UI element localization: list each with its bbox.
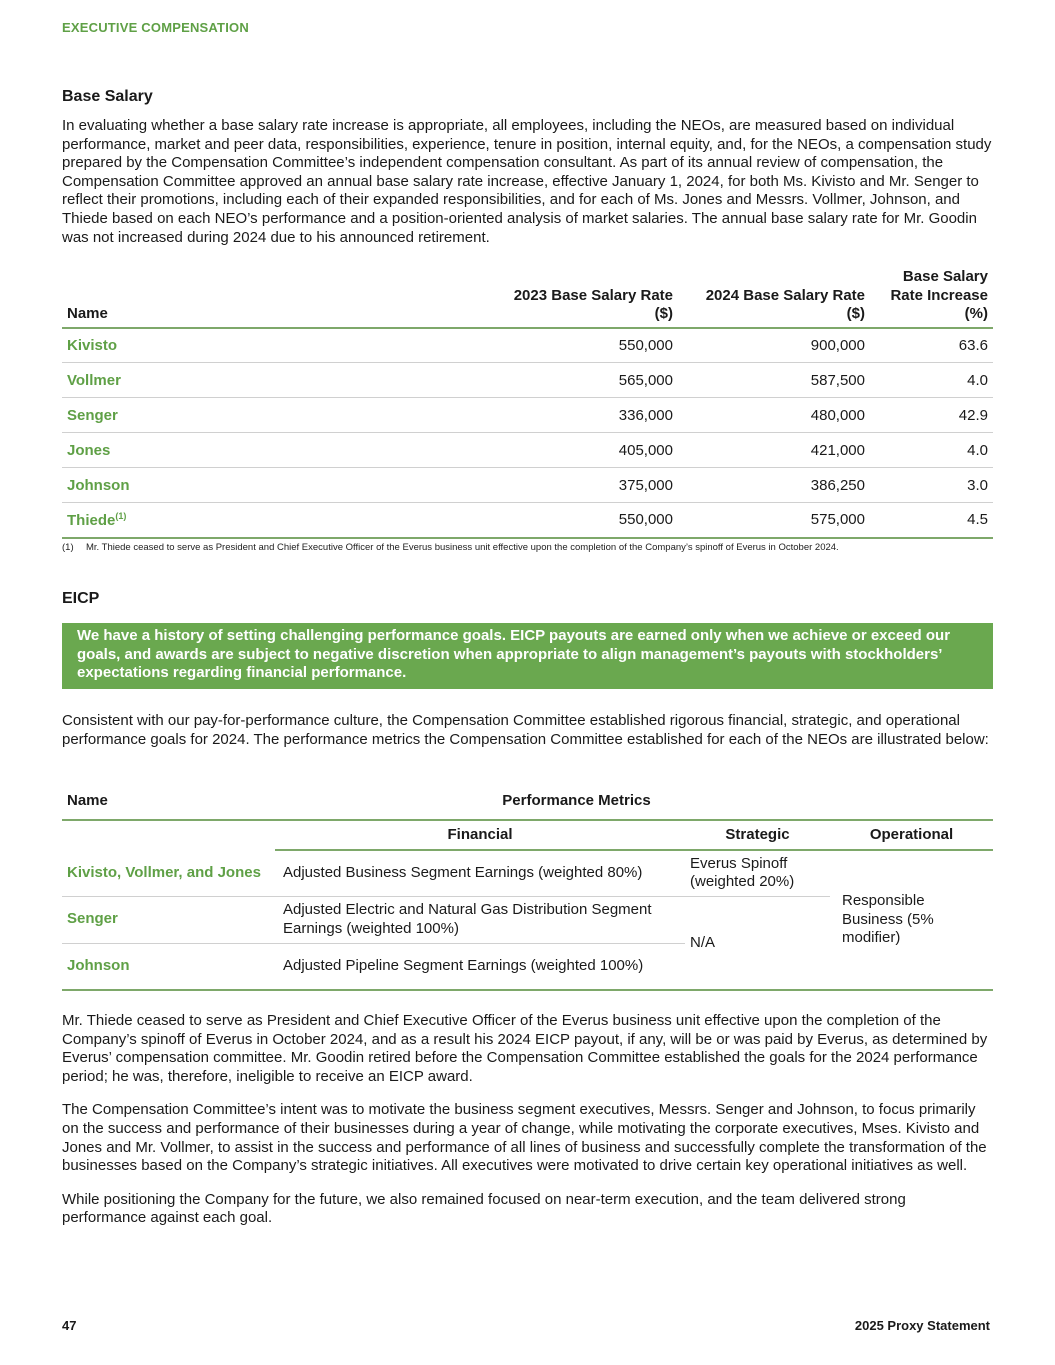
row-2023: 336,000	[282, 398, 678, 433]
row-name: Senger	[62, 896, 275, 943]
col-increase: Base Salary Rate Increase (%)	[890, 268, 988, 322]
name-text: Kivisto	[67, 337, 118, 355]
table-row	[62, 503, 993, 538]
footnote	[62, 542, 993, 553]
col-performance-metrics: Performance Metrics	[502, 792, 651, 809]
paragraph: While positioning the Company for the future, we also remained focused on near-term execution, and the team delivered strong performance against each goal.	[62, 1190, 906, 1227]
paragraph: Mr. Thiede ceased to serve as President and Chief Executive Officer of the Everus business unit effective upon the completion of the Company’s spinoff of Everus in October 2024, and as a result his 2024 EICP payout, if any, will be or was paid by Everus, as determined by Everus’ compensation committee. Mr. Goodin retired before the Compensation Committee established the goals for the 2024 performance period; he was, therefore, ineligible to receive an EICP award.	[62, 1012, 988, 1085]
row-2023: 375,000	[282, 468, 678, 503]
row-name	[62, 363, 282, 398]
base-salary-table	[62, 268, 993, 539]
row-increase: 4.5	[870, 503, 993, 538]
col-financial: Financial	[275, 820, 685, 850]
row-2024: 421,000	[678, 433, 870, 468]
row-operational: Responsible Business (5% modifier)	[842, 892, 934, 947]
table-row	[62, 363, 993, 398]
table-row	[62, 433, 993, 468]
row-strategic: N/A	[690, 933, 716, 951]
col-2023: 2023 Base Salary Rate ($)	[513, 286, 673, 322]
eicp-callout-banner: We have a history of setting challenging performance goals. EICP payouts are earned only when we achieve or exceed our goals, and awards are subject to negative discretion when appropriate to align management’s payouts with stockholders’ expectations regarding financial performance.	[62, 623, 993, 689]
section-tag: EXECUTIVE COMPENSATION	[62, 20, 249, 35]
row-name: Johnson	[67, 957, 130, 974]
row-name	[62, 433, 282, 468]
row-2023: 405,000	[282, 433, 678, 468]
base-salary-paragraph: In evaluating whether a base salary rate increase is appropriate, all employees, including the NEOs, are measured based on individual performance, market and peer data, responsibilities, experience, tenure in position, internal equity, and, for the NEOs, a compensation study prepared by the Compensation Committee’s independent compensation consultant. As part of its annual review of compensation, the Compensation Committee approved an annual base salary rate increase, effective January 1, 2024, for both Ms. Kivisto and Mr. Senger to reflect their promotions, including each of their expanded responsibilities, and for each of Ms. Jones and Messrs. Vollmer, Johnson, and Thiede based on each NEO’s performance and a position-oriented analysis of market salaries. The annual base salary rate for Mr. Goodin was not increased during 2024 due to his announced retirement.	[62, 117, 992, 246]
footnote-mark: (1)	[62, 542, 74, 553]
row-2023: 550,000	[282, 328, 678, 363]
row-name	[62, 503, 282, 538]
row-2024: 386,250	[678, 468, 870, 503]
col-strategic: Strategic	[685, 820, 830, 850]
col-name: Name	[67, 305, 108, 322]
eicp-intro: Consistent with our pay-for-performance culture, the Compensation Committee established rigorous financial, strategic, and operational performance goals for 2024. The performance metrics the Compensation Committee established for each of the NEOs are illustrated below:	[62, 712, 989, 748]
document-title: 2025 Proxy Statement	[854, 1318, 990, 1333]
name-text: Senger	[67, 407, 118, 424]
table-row	[62, 468, 993, 503]
table-row	[62, 398, 993, 433]
col-name: Name	[67, 792, 108, 809]
eicp-heading: EICP	[62, 590, 100, 607]
row-2024: 575,000	[678, 503, 870, 538]
row-increase: 4.0	[870, 433, 993, 468]
row-financial: Adjusted Business Segment Earnings (weighted 80%)	[283, 864, 643, 881]
row-increase: 42.9	[870, 398, 993, 433]
base-salary-heading: Base Salary	[62, 88, 153, 105]
row-strategic: Everus Spinoff (weighted 20%)	[690, 854, 795, 891]
page-number: 47	[62, 1318, 77, 1333]
eicp-body	[62, 1012, 993, 1228]
table-row	[62, 328, 993, 363]
footnote-ref: (1)	[115, 510, 127, 521]
name-text: Johnson	[67, 477, 130, 494]
paragraph: The Compensation Committee’s intent was to motivate the business segment executives, Messrs. Senger and Johnson, to focus primarily on the success and performance of their businesses during a year of change, while motivating the corporate executives, Mses. Kivisto and Jones and Mr. Vollmer, to assist in the success and performance of all lines of business and successfully complete the transformation of the businesses based on the Company’s strategic initiatives. All executives were motivated to drive certain key operational initiatives as well.	[62, 1101, 987, 1175]
performance-metrics-table	[62, 792, 993, 991]
row-name	[62, 328, 282, 363]
row-2023: 550,000	[282, 503, 678, 538]
col-operational: Operational	[830, 820, 993, 850]
row-financial: Adjusted Pipeline Segment Earnings (weighted 100%)	[283, 957, 644, 974]
row-name: Kivisto, Vollmer, and Jones	[67, 863, 261, 881]
row-2024: 587,500	[678, 363, 870, 398]
page-footer	[62, 1318, 993, 1333]
row-financial: Adjusted Electric and Natural Gas Distribution Segment Earnings (weighted 100%)	[275, 896, 685, 943]
row-name	[62, 398, 282, 433]
footnote-text: Mr. Thiede ceased to serve as President and Chief Executive Officer of the Everus business unit effective upon the completion of the Company’s spinoff of Everus in October 2024.	[86, 542, 839, 553]
name-text: Thiede	[67, 511, 116, 529]
row-increase: 63.6	[870, 328, 993, 363]
name-text: Vollmer	[67, 372, 121, 389]
table-header-row	[62, 268, 993, 328]
table-row	[62, 850, 993, 896]
row-name	[62, 468, 282, 503]
name-text: Jones	[67, 442, 111, 459]
row-2024: 480,000	[678, 398, 870, 433]
row-increase: 4.0	[870, 363, 993, 398]
row-2023: 565,000	[282, 363, 678, 398]
row-increase: 3.0	[870, 468, 993, 503]
col-2024: 2024 Base Salary Rate ($)	[705, 286, 865, 322]
row-2024: 900,000	[678, 328, 870, 363]
